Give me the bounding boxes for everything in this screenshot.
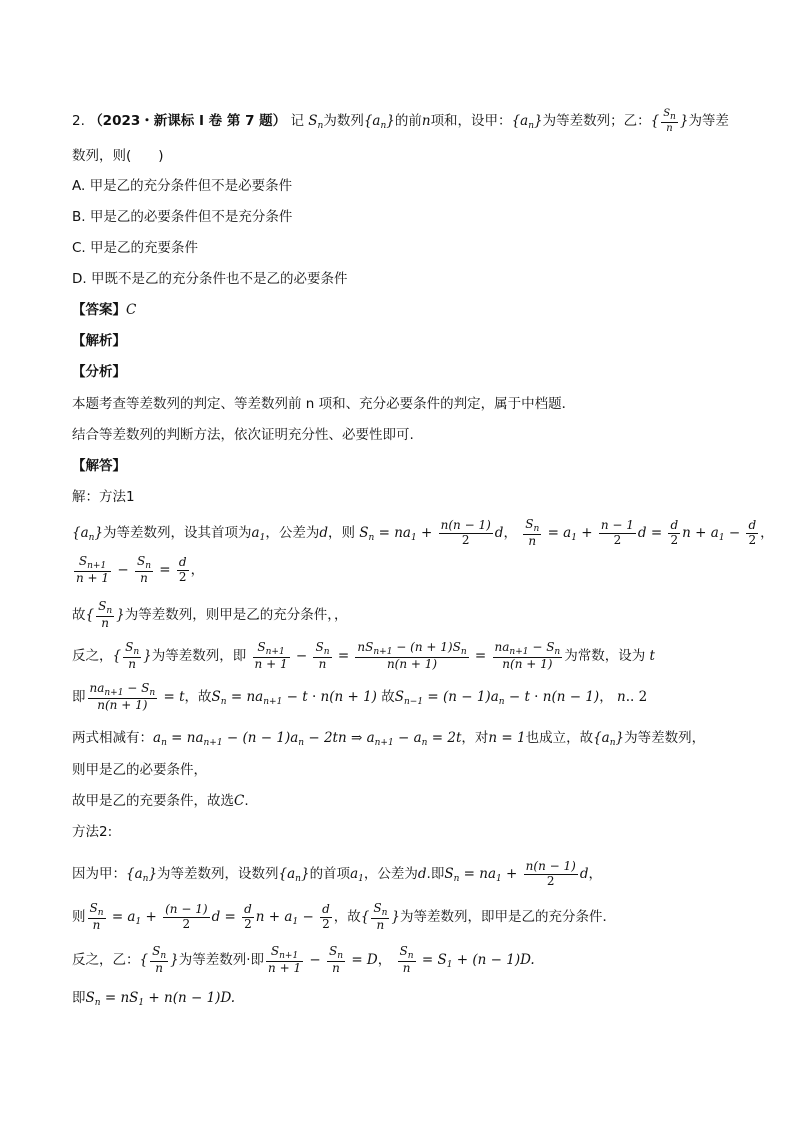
math-an-set: $\{a_n\}$ — [511, 112, 543, 131]
m1-line-7: 则甲是乙的必要条件， — [72, 762, 207, 778]
math-an-set: $\{a_n\}$ — [363, 112, 395, 131]
answer-line — [72, 302, 136, 318]
math-sn: $S_n$ — [308, 112, 324, 131]
option-d: D. 甲既不是乙的充分条件也不是乙的必要条件 — [72, 271, 348, 287]
stem-text: 项和，设甲： — [430, 112, 512, 129]
option-b: B. 甲是乙的必要条件但不是充分条件 — [72, 209, 293, 225]
math-sn-over-n: { $\frac{S_n}{n}$ } — [650, 108, 689, 135]
stem-text: 为等差数列；乙： — [542, 112, 651, 129]
answer-value: C — [126, 302, 137, 318]
option-c: C. 甲是乙的充要条件 — [72, 240, 199, 256]
solution-method2-title: 方法2: — [72, 824, 113, 840]
m1-line-1: $\{a_n\}$为等差数列，设其首项为$a_1$，公差为d，则 $S_n = na_1$ + $\frac{n(n - 1)}{2}$ d， $\frac{S_n}{n}$ = $a_1$ + $\frac{n - 1}{2}$ d = $\frac{d}{2}$ $n + a_1$ − $\frac{d}{2}$ ， — [72, 517, 774, 549]
m1-line-4: 反之，{ $\frac{S_n}{n}$ }为等差数列，即 $\frac{S_{n+1}}{n + 1}$ − $\frac{S_n}{n}$ = $\frac{nS_{n+1} - (n + 1)S_n}{n(n + 1)}$ = $\frac{na_{n+1} - S_n}{n(n + 1)}$ 为常数，设为 t — [72, 640, 655, 672]
m1-line-6: 两式相减有：$a_n = na_{n+1} - (n - 1)a_n - 2tn$ ⇒ $a_{n+1} - a_n = 2t$，对n = 1也成立，故$\{a_n\}$为等差数列， — [72, 730, 706, 748]
heading-jiexi: 【解析】 — [72, 333, 126, 349]
heading-fenxi: 【分析】 — [72, 364, 126, 380]
m2-line-1: 因为甲：$\{a_n\}$为等差数列，设数列$\{a_n\}$的首项$a_1$，公差为d.即$S_n = na_1$ + $\frac{n(n - 1)}{2}$ d， — [72, 859, 602, 888]
option-a: A. 甲是乙的充分条件但不是必要条件 — [72, 178, 293, 194]
m2-line-3: 反之，乙：{ $\frac{S_n}{n}$ }为等差数列·即 $\frac{S_{n+1}}{n + 1}$ − $\frac{S_n}{n}$ = D， $\frac{S_n}{n}$ = $S_1 + (n - 1)D$. — [72, 944, 535, 976]
analysis-line-1: 本题考查等差数列的判定、等差数列前 n 项和、充分必要条件的判定，属于中档题． — [72, 396, 576, 412]
stem-text: 记 — [290, 112, 304, 129]
problem-stem-line-2: 数列，则( ) — [72, 148, 164, 164]
stem-text: 的前 — [394, 112, 422, 129]
stem-text: 为等差 — [688, 112, 729, 129]
heading-jieda: 【解答】 — [72, 458, 126, 474]
stem-text: 为数列 — [323, 112, 364, 129]
problem-stem-line-1 — [72, 108, 729, 135]
math-n: n — [421, 112, 431, 129]
m1-line-8: 故甲是乙的充要条件，故选C. — [72, 793, 249, 809]
m1-line-2: $\frac{S_{n+1}}{n + 1}$ − $\frac{S_n}{n}$ = $\frac{d}{2}$ ， — [76, 554, 205, 586]
m2-line-2: 则 $\frac{S_n}{n}$ = $a_1$ + $\frac{(n - 1)}{2}$ d = $\frac{d}{2}$ $n + a_1$ − $\frac{d}{2}$ ，故{ $\frac{S_n}{n}$ }为等差数列，即甲是乙的充分条件． — [72, 901, 616, 933]
analysis-line-2: 结合等差数列的判断方法，依次证明充分性、必要性即可. — [72, 427, 414, 443]
m1-line-5: 即 $\frac{na_{n+1} - S_n}{n(n + 1)}$ = t，故$S_n = na_{n+1} - t \cdot n(n + 1)$ 故$S_{n-1} = (n - 1)a_n - t \cdot n(n - 1)$， n.. 2 — [72, 681, 648, 713]
m2-line-4: 即$S_n = nS_1 + n(n - 1)D$. — [72, 990, 236, 1008]
problem-source: （2023・新课标 I 卷 第 7 题） — [89, 112, 287, 129]
problem-number: 2. — [72, 112, 85, 129]
m1-line-3: 故{ $\frac{S_n}{n}$ }为等差数列，则甲是乙的充分条件，， — [72, 599, 348, 631]
solution-method1-title: 解：方法1 — [72, 489, 135, 505]
answer-label: 【答案】 — [72, 302, 126, 318]
